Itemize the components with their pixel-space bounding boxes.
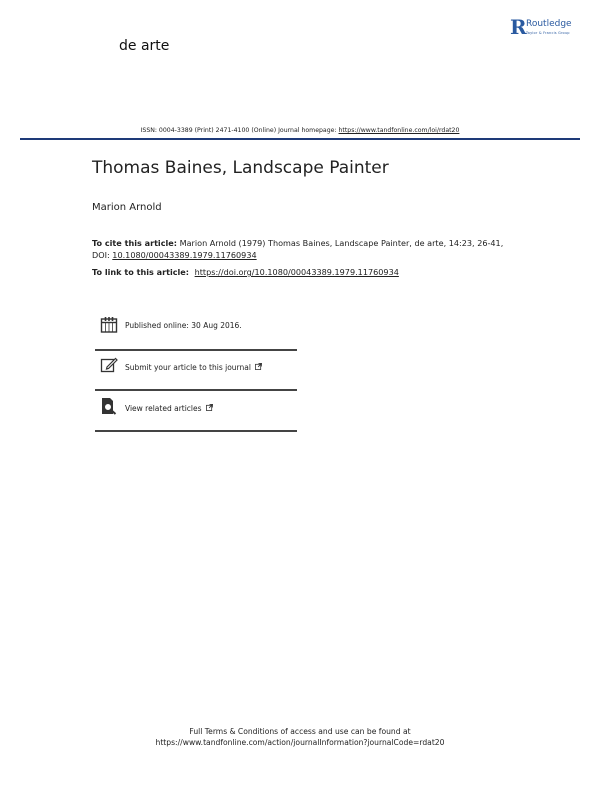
footer [0, 726, 600, 748]
link-label: To link to this article: [92, 267, 190, 277]
issn-line [0, 127, 600, 134]
submit-article-label: Submit your article to this journal [125, 363, 251, 372]
citation-block [92, 237, 512, 261]
routledge-logo[interactable] [510, 17, 590, 41]
published-online-text: Published online: 30 Aug 2016. [125, 321, 242, 330]
footer-terms-text: Full Terms & Conditions of access and use can be found at [189, 727, 411, 736]
submit-article-link[interactable] [125, 363, 262, 372]
external-link-icon [255, 363, 262, 370]
divider [95, 389, 297, 391]
cite-text: Marion Arnold (1979) Thomas Baines, Landscape Painter, de arte, 14:23, 26-41, DOI: [92, 238, 504, 260]
article-author[interactable]: Marion Arnold [92, 202, 162, 213]
external-link-icon [206, 404, 213, 411]
routledge-logo-tagline: Taylor & Francis Group [526, 31, 570, 35]
article-doi-link[interactable]: https://doi.org/10.1080/00043389.1979.11760934 [194, 267, 399, 277]
edit-icon [100, 356, 118, 374]
routledge-logo-mark: R [510, 15, 527, 39]
journal-name: de arte [119, 38, 170, 54]
header-divider [20, 138, 580, 140]
journal-homepage-link[interactable]: https://www.tandfonline.com/loi/rdat20 [338, 127, 460, 134]
routledge-logo-name: Routledge [526, 19, 572, 29]
cite-doi-link[interactable]: 10.1080/00043389.1979.11760934 [112, 250, 257, 260]
footer-terms-link[interactable]: https://www.tandfonline.com/action/journalInformation?journalCode=rdat20 [155, 738, 445, 747]
related-articles-link[interactable] [125, 404, 213, 413]
issn-text: ISSN: 0004-3389 (Print) 2471-4100 (Online) Journal homepage: [140, 127, 337, 134]
related-articles-label: View related articles [125, 404, 202, 413]
divider [95, 430, 297, 432]
cite-label: To cite this article: [92, 238, 178, 248]
calendar-icon [100, 316, 118, 334]
search-document-icon [100, 397, 118, 415]
article-link-line [92, 267, 399, 277]
article-title: Thomas Baines, Landscape Painter [92, 158, 389, 178]
divider [95, 349, 297, 351]
